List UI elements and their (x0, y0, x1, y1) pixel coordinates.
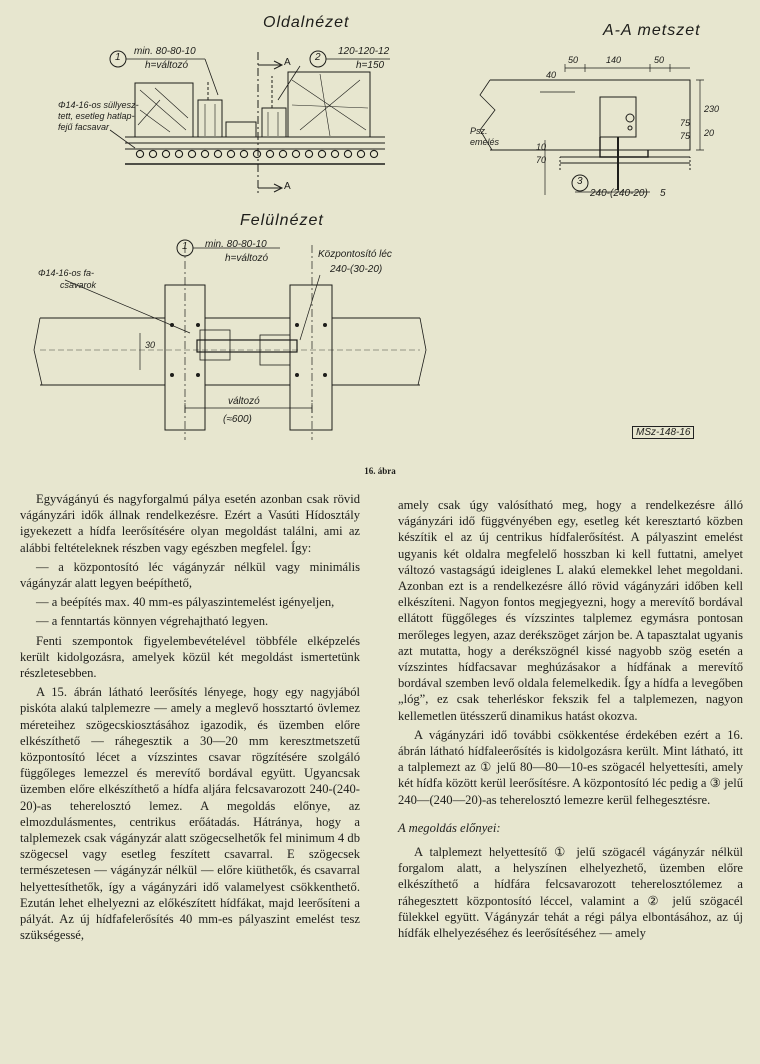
callout-3-number: 3 (577, 176, 583, 187)
dim-10: 10 (536, 142, 547, 152)
track-raise-label-2: emelés (470, 137, 500, 147)
side-view-drawing (110, 51, 390, 195)
dim-140: 140 (606, 55, 622, 65)
callout-2-spec: 120-120-12 (338, 46, 390, 57)
paragraph: A 15. ábrán látható leerősítés lényege, hogy egy nagyjából piskóta alakú talplemezre — amely a meglevő hossztartó övlemez méreteihez szögecskiosztásához igazodik, és üzemben előre elkészíthető — ráhegesztik a 30—20 mm keresztmetszetű központosító lécet a vízszintes csavar rögzítésére szolgáló függőleges lemezzel és merevítő bordával együtt. Ugyancsak üzemben előre elkészíthető a hídfa aljára felcsavarozott 240-(240-20)-as teherelosztó lemez. A megoldás előnye, az elmozdulásmentes, centrikus erőátadás. Hátránya, hogy a talplemezek csak vágányzár alatt szögecselhetők fel minimum 4 db szögecsel vagy esetleg feszített csavarral. E szögecsek természetesen — vágányzár nélkül — előre kiüthetők, és csavarral helyettesíthetők, így a vágányzári idő valamelyest csökkenthető. Ezután lehet elhelyezni az előkészített hídfákat, majd leerősíteni a pályát. Az új hídfafelerősítés 40 mm-es pályaszint emelést tesz szükségessé, (20, 685, 360, 943)
top-screw-note-1: Φ14-16-os fa- (38, 268, 95, 278)
technical-drawing (0, 0, 760, 480)
paragraph: Egyvágányú és nagyforgalmú pálya esetén azonban csak rövid vágányzári idők állnak rendelkezésre. Ezért a Vasúti Hídosztály igyekezett a hídfa leerősítésére olyan megoldást találni, ami az alábbi feltételeknek részben vagy egészben megfelel. Így: (20, 492, 360, 555)
section-marker-top: A (284, 57, 291, 68)
dim-approx-600: (≈600) (223, 414, 252, 425)
callout-1-spec: min. 80-80-10 (134, 46, 196, 57)
figure-16 (0, 0, 760, 480)
callout-3-spec: 240-(240-20) (590, 188, 648, 199)
dim-75-a: 75 (680, 118, 691, 128)
side-view-title: Oldalnézet (263, 14, 350, 31)
dim-230: 230 (704, 104, 720, 114)
figure-caption: 16. ábra (364, 466, 396, 476)
text-column-left (20, 491, 360, 946)
top-callout-height: h=változó (225, 253, 269, 264)
dim-30: 30 (145, 340, 156, 350)
callout-1-number: 1 (115, 52, 121, 63)
dim-variable: változó (228, 396, 260, 407)
screw-note-line-2: tett, esetleg hatlap- (58, 111, 135, 121)
top-view-title: Felülnézet (240, 212, 324, 229)
list-item: — a fenntartás könnyen végrehajtható legyen. (36, 614, 269, 629)
dim-40: 40 (546, 70, 557, 80)
dim-50-right: 50 (654, 55, 665, 65)
drawing-number: MSz-148-16 (632, 426, 694, 439)
top-screw-note-2: csavarok (60, 280, 97, 290)
top-callout-spec: min. 80-80-10 (205, 239, 267, 250)
section-heading: A megoldás előnyei: (398, 820, 501, 835)
section-marker-bottom: A (284, 181, 291, 192)
paragraph: A talplemezt helyettesítő ① jelű szögacél vágányzár nélkül forgalom alatt, a helyszínen elhelyezhető, üzemben előre elkészíthető a hídfára felcsavarozott teherelosztólemez a ráhegesztett központosító léccel, valamint a ② jelű szögacél fülekkel együtt. Vágányzár tehát a régi pálya elbontásához, az új hídfák elhelyezéséhez és leerősítéséhez — amely (398, 845, 743, 941)
callout-2-height: h=150 (356, 60, 385, 71)
dim-70: 70 (536, 155, 547, 165)
callout-2-number: 2 (315, 52, 321, 63)
text-column-right (398, 497, 743, 944)
section-view-drawing (480, 64, 704, 195)
list-item: — a központosító léc vágányzár nélkül vagy minimális vágányzár alatt legyen beépíthető, (20, 559, 360, 591)
callout-1-height: h=változó (145, 60, 189, 71)
section-view-title: A-A metszet (603, 22, 701, 39)
paragraph: A vágányzári idő további csökkentése érdekében ezért a 16. ábrán látható hídfaleerősítés is kidolgozásra került. Mint látható, itt a talplemezt az ① jelű 80—80—10-es szögacél helyettesíti, amely két hídfa között kerül leerősítésre. A központosító léc pedig a ③ jelű 240—(240—20)-as teherelosztó lemezre kerül felhegesztésre. (398, 727, 743, 807)
dim-75-b: 75 (680, 131, 691, 141)
track-raise-label-1: Psz. (470, 126, 488, 136)
screw-note-line-1: Φ14-16-os süllyesz- (58, 100, 139, 110)
dim-50-left: 50 (568, 55, 579, 65)
center-strip-label-2: 240-(30-20) (330, 264, 383, 275)
paragraph: Fenti szempontok figyelembevételével többféle elképzelés került kidolgozásra, amelyek közül két megoldást ismertetünk részletesebben. (20, 633, 360, 681)
list-item: — a beépítés max. 40 mm-es pályaszintemelést igényeljen, (36, 595, 335, 610)
paragraph: amely csak úgy valósítható meg, hogy a rendelkezésre álló vágányzári idő függvényében egy, esetleg két keresztartó közben készítik el az új centrikus hídfalerősítést. A pályaszint emelést ugyanis két oldalra megfelelő hosszban ki kell futtatni, amelyet változó vastagságú ideiglenes L alakú elemekkel lehet megoldani. Azonban ezt is a rendelkezésre álló rövid vágányzári időben kell elkészíteni. Nagyon fontos megjegyezni, hogy a merevítő bordával ellátott függőleges és vízszintes talplemez egymásra pontosan merőleges legyen, azaz derékszöget zárjon be. A tapasztalat ugyanis azt mutatta, hogy a derékszögnél kissé nagyobb szög esetén a vízszintes hídfacsavar meghúzásakor a hídfának a merevítő bordával szemben levő oldala felemelkedik. Így a hídfa a levegőben „lóg”, ez csak teherléskor fekszik fel a talplemezen, nagyon kellemetlen ütésszerű dinamikus hatást okozva. (398, 498, 743, 723)
center-strip-label-1: Központosító léc (318, 249, 392, 260)
screw-note-line-3: fejű facsavar (58, 122, 110, 132)
dim-5: 5 (660, 188, 666, 199)
top-callout-number: 1 (182, 241, 188, 252)
dim-20: 20 (704, 128, 715, 138)
